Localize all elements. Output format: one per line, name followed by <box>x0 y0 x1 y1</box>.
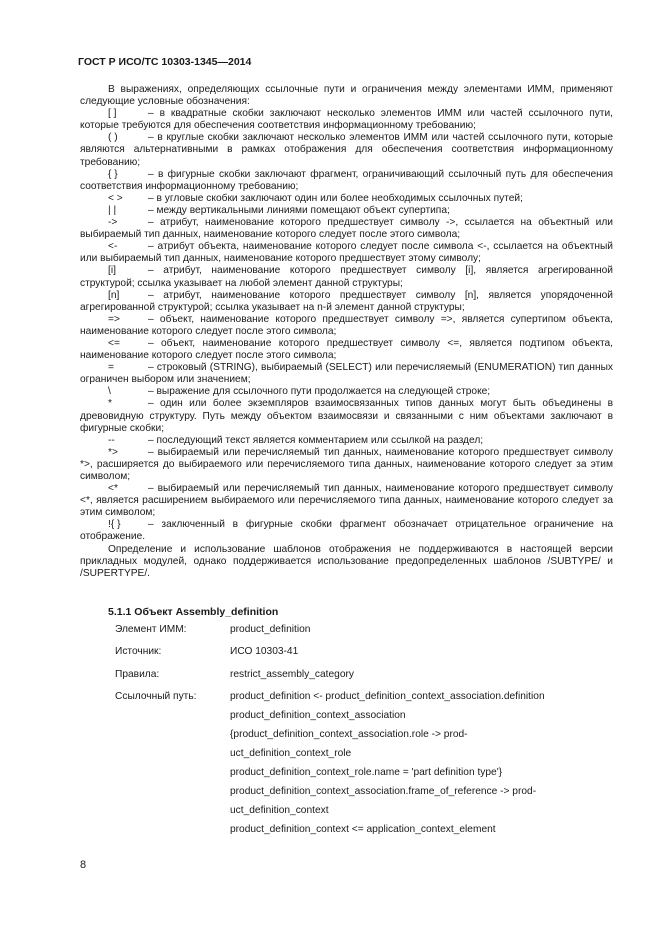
notation-entry <box>80 193 613 205</box>
notation-symbol: !{ } <box>108 519 121 531</box>
body-text <box>80 84 613 580</box>
notation-description: – последующий текст является комментарием или ссылкой на раздел; <box>148 434 484 446</box>
intro-paragraph: В выражениях, определяющих ссылочные пути и ограничения между элементами ИММ, применяют следующие условные обозначения: <box>80 84 613 108</box>
page-number: 8 <box>80 859 87 871</box>
notation-symbol: => <box>108 313 120 325</box>
notation-entry <box>80 217 613 241</box>
notation-symbol: -> <box>108 217 118 229</box>
notation-entry <box>80 447 613 483</box>
element-label: Элемент ИММ: <box>115 624 187 635</box>
rules-value: restrict_assembly_category <box>230 669 354 680</box>
notation-symbol: [n] <box>108 289 120 301</box>
notation-entry <box>80 108 613 132</box>
source-value: ИСО 10303-41 <box>230 646 299 657</box>
notation-entry <box>80 519 613 543</box>
notation-symbol: < > <box>108 192 123 204</box>
notation-description: – в квадратные скобки заключают несколько элементов ИММ или частей ссылочного пути, которые требуются для обеспечения соответствия информационному требованию; <box>80 108 613 132</box>
notation-entry <box>80 265 613 289</box>
notation-entry <box>80 483 613 519</box>
notation-entry <box>80 241 613 265</box>
notation-symbol: * <box>108 398 112 410</box>
notation-entry <box>80 398 613 434</box>
path-line: {product_definition_context_association.role -> prod- <box>230 729 468 740</box>
notation-description: – атрибут, наименование которого предшествует символу [n], является упорядоченной агрегированной структурой; ссылка указывает на n-й элемент данной структуры; <box>80 289 613 313</box>
notation-entry <box>80 290 613 314</box>
notation-description: – заключенный в фигурные скобки фрагмент обозначает отрицательное ограничение на отображение. <box>80 519 613 543</box>
notation-symbol: | | <box>108 204 117 216</box>
notation-symbol: ( ) <box>108 132 118 144</box>
notation-symbol: [ ] <box>108 108 117 120</box>
path-label: Ссылочный путь: <box>115 691 197 702</box>
rules-label: Правила: <box>115 669 160 680</box>
notation-description: – выражение для ссылочного пути продолжается на следующей строке; <box>148 386 491 398</box>
path-line: uct_definition_context_role <box>230 748 352 759</box>
notation-description: – один или более экземпляров взаимосвязанных типов данных могут быть объединены в древовидную структуру. Путь между объектом взаимосвязи и связанными с ним объектами заключают в фигурные скобки; <box>80 398 613 434</box>
notation-list <box>80 108 613 543</box>
notation-entry <box>80 205 613 217</box>
notation-entry <box>80 314 613 338</box>
path-line: product_definition_context_association.frame_of_reference -> prod- <box>230 786 537 797</box>
notation-description: – атрибут объекта, наименование которого следует после символа <-, ссылается на объектный или выбираемый тип данных, наименование которого предшествует этому символу; <box>80 241 613 265</box>
notation-description: – объект, наименование которого предшествует символу <=, является подтипом объекта, наименование которого следует после этого символа; <box>80 337 613 362</box>
notation-entry <box>80 435 613 447</box>
notation-entry <box>80 132 613 168</box>
notation-symbol: \ <box>108 386 111 398</box>
notation-description: – выбираемый или перечисляемый тип данных, наименование которого предшествует символу <*, является расширением выбираемого или перечисляемого типа данных, наименование которого следует за этим символом; <box>80 483 613 519</box>
notation-description: – в угловые скобки заключают один или более необходимых ссылочных путей; <box>148 192 523 204</box>
section-title: 5.1.1 Объект Assembly_definition <box>108 606 279 618</box>
path-line: product_definition_context_association <box>230 710 406 721</box>
notation-description: – строковый (STRING), выбираемый (SELECT) или перечисляемый (ENUMERATION) тип данных ограничен выбором или значением; <box>80 362 613 386</box>
notation-entry <box>80 386 613 398</box>
notation-symbol: -- <box>108 434 115 446</box>
notation-symbol: [i] <box>108 265 116 277</box>
notation-entry <box>80 362 613 386</box>
path-line: uct_definition_context <box>230 805 329 816</box>
notation-description: – атрибут, наименование которого предшествует символу ->, ссылается на объектный или выбираемый тип данных, наименование которого следует после этого символа; <box>80 217 613 241</box>
element-value: product_definition <box>230 624 311 635</box>
path-line: product_definition <- product_definition_context_association.definition <box>230 691 545 702</box>
notation-description: – в фигурные скобки заключают фрагмент, ограничивающий ссылочный путь для обеспечения соответствия информационному требованию; <box>80 168 613 192</box>
notation-description: – объект, наименование которого предшествует символу =>, является супертипом объекта, наименование которого следует после этого символа; <box>80 313 613 337</box>
notation-symbol: { } <box>108 168 118 180</box>
notation-symbol: <- <box>108 241 118 253</box>
source-label: Источник: <box>115 646 162 657</box>
notation-description: – между вертикальными линиями помещают объект супертипа; <box>148 204 450 216</box>
document-header: ГОСТ Р ИСО/ТС 10303-1345—2014 <box>78 56 252 68</box>
path-line: product_definition_context_role.name = 'part definition type'} <box>230 767 503 778</box>
notation-description: – в круглые скобки заключают несколько элементов ИММ или частей ссылочного пути, которые являются альтернативными в рамках отображения для обеспечения соответствия информационному требованию; <box>80 132 613 168</box>
notation-symbol: *> <box>108 446 118 458</box>
notation-description: – атрибут, наименование которого предшествует символу [i], является агрегированной структурой; ссылка указывает на любой элемент данной структуры; <box>80 265 613 289</box>
notation-entry <box>80 338 613 362</box>
notation-entry <box>80 169 613 193</box>
notation-symbol: = <box>108 362 114 374</box>
notation-description: – выбираемый или перечисляемый тип данных, наименование которого предшествует символу *>, расширяется до выбираемого или перечисляемого типа данных, наименование которого следует за этим символом; <box>80 446 613 482</box>
notation-symbol: <= <box>108 337 120 349</box>
closing-paragraph: Определение и использование шаблонов отображения не поддерживаются в настоящей версии прикладных модулей, однако поддерживается использование предопределенных шаблонов /SUBTYPE/ и /SUPERTYPE/. <box>80 543 613 579</box>
notation-symbol: <* <box>108 483 118 495</box>
path-line: product_definition_context <= application_context_element <box>230 824 496 835</box>
